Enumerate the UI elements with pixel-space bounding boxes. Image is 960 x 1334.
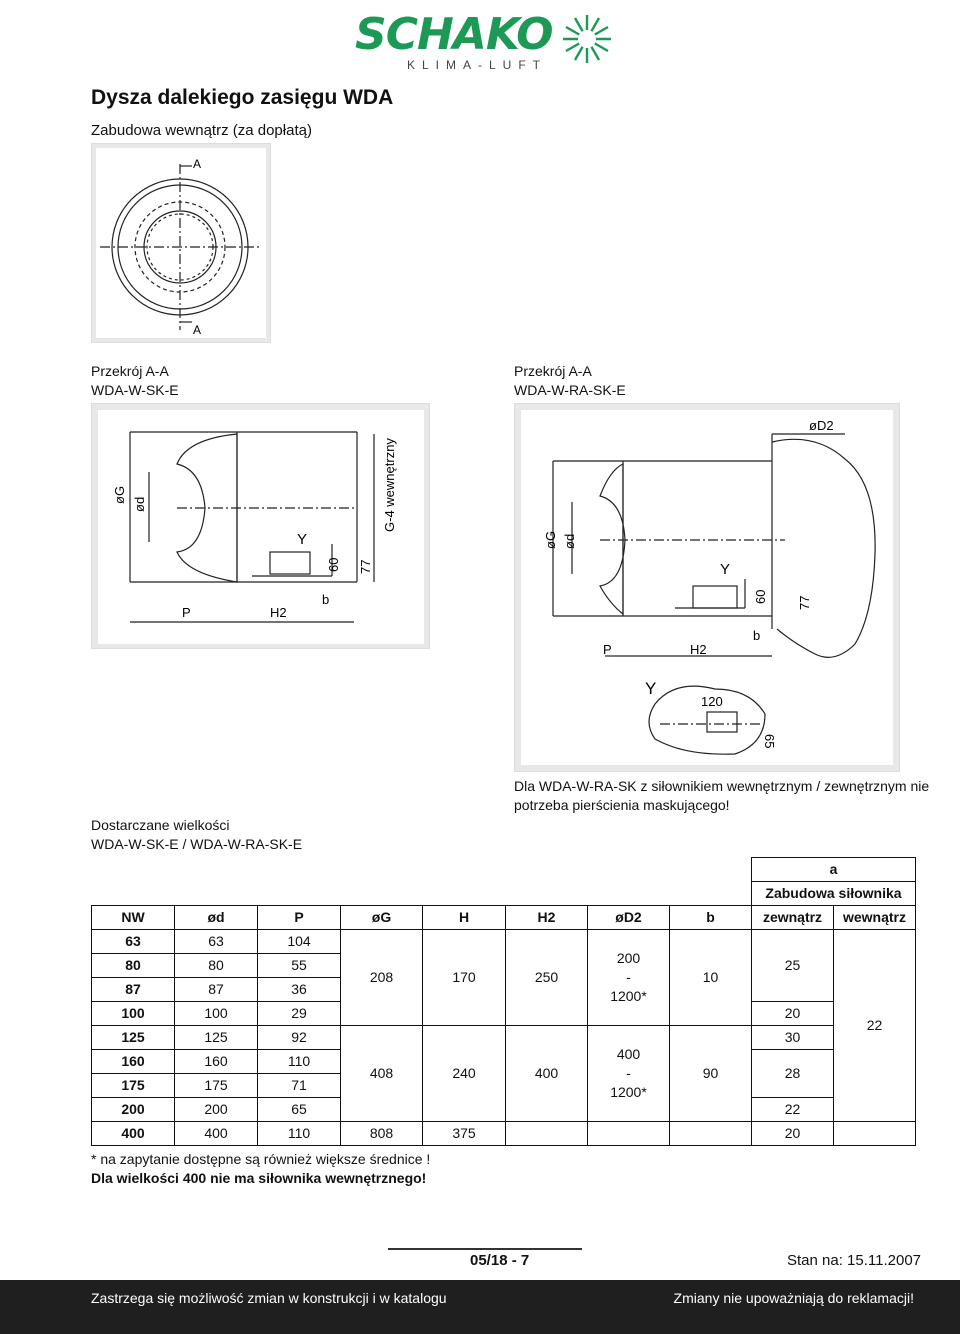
left-dim-d: ød	[132, 496, 147, 512]
cell-d: 80	[175, 954, 258, 978]
cell-d2-min: 200	[616, 950, 641, 966]
cell-g: 808	[341, 1122, 423, 1146]
cell-external: 20	[752, 1002, 834, 1026]
cell-nw: 200	[92, 1098, 175, 1122]
footer-right-text: Zmiany nie upoważniają do reklamacji!	[673, 1290, 914, 1306]
cell-d: 87	[175, 978, 258, 1002]
left-dim-G4: G-4 wewnętrzny	[382, 438, 397, 532]
detail-dim-65: 65	[762, 734, 777, 749]
cell-nw: 400	[92, 1122, 175, 1146]
col-header-d2: øD2	[588, 906, 670, 930]
cell-p: 71	[258, 1074, 341, 1098]
cell-g: 408	[341, 1026, 423, 1122]
cell-b	[670, 1122, 752, 1146]
cell-h: 170	[423, 930, 506, 1026]
footer-left-text: Zastrzega się możliwość zmian w konstrukcji i w katalogu	[91, 1290, 447, 1306]
cell-d: 100	[175, 1002, 258, 1026]
cell-d: 175	[175, 1074, 258, 1098]
cell-internal: 22	[834, 930, 916, 1122]
left-dim-Y: Y	[297, 531, 308, 548]
cell-d2	[588, 930, 670, 1026]
left-dim-77: 77	[358, 559, 373, 574]
cell-d2	[588, 1122, 670, 1146]
front-view-drawing	[91, 143, 271, 343]
cell-nw: 87	[92, 978, 175, 1002]
left-dim-60: 60	[326, 557, 341, 572]
cell-d: 160	[175, 1050, 258, 1074]
right-dim-77: 77	[797, 595, 812, 610]
cell-d2-min: 400	[616, 1046, 641, 1062]
cell-nw: 160	[92, 1050, 175, 1074]
section-marker-bottom: A	[193, 323, 202, 337]
cell-nw: 125	[92, 1026, 175, 1050]
cell-external: 22	[752, 1098, 834, 1122]
supplied-sizes-heading: Dostarczane wielkości	[91, 817, 230, 833]
right-dim-Y: Y	[720, 561, 731, 578]
right-dim-d: ød	[562, 533, 577, 549]
left-dim-H2: H2	[270, 605, 287, 620]
cell-d2-dash: -	[626, 969, 631, 985]
table-header-actuator: Zabudowa siłownika	[752, 882, 916, 906]
cell-d2-dash: -	[626, 1065, 631, 1081]
supplied-sizes-models: WDA-W-SK-E / WDA-W-RA-SK-E	[91, 836, 303, 852]
footer-bar	[0, 1280, 960, 1334]
logo-tagline: KLIMA-LUFT	[407, 58, 548, 72]
left-section-drawing	[91, 403, 430, 649]
page-title: Dysza dalekiego zasięgu WDA	[91, 86, 394, 109]
cell-d2-max: 1200*	[610, 988, 647, 1004]
right-dim-60: 60	[753, 589, 768, 604]
cell-d: 63	[175, 930, 258, 954]
cell-p: 92	[258, 1026, 341, 1050]
actuator-note-line2: potrzeba pierścienia maskującego!	[514, 797, 730, 813]
col-header-b: b	[670, 906, 752, 930]
page-number: 05/18 - 7	[470, 1252, 530, 1269]
col-header-nw: NW	[92, 906, 175, 930]
cell-nw: 63	[92, 930, 175, 954]
section-marker-top: A	[193, 157, 202, 171]
left-dim-G: øG	[112, 485, 127, 504]
cell-p: 104	[258, 930, 341, 954]
cell-d: 125	[175, 1026, 258, 1050]
cell-nw: 175	[92, 1074, 175, 1098]
cell-p: 29	[258, 1002, 341, 1026]
cell-h2: 400	[506, 1026, 588, 1122]
col-header-internal: wewnątrz	[834, 906, 916, 930]
table-header-row	[92, 906, 916, 930]
actuator-note-line1: Dla WDA-W-RA-SK z siłownikiem wewnętrznym / zewnętrznym nie	[514, 778, 930, 794]
cell-p: 110	[258, 1122, 341, 1146]
table-row	[92, 1026, 916, 1050]
schako-logo	[355, 9, 615, 72]
cell-p: 36	[258, 978, 341, 1002]
cell-p: 65	[258, 1098, 341, 1122]
footnote-diameters: * na zapytanie dostępne są również większe średnice !	[91, 1151, 431, 1167]
col-header-h: H	[423, 906, 506, 930]
footnote-size-400: Dla wielkości 400 nie ma siłownika wewnętrznego!	[91, 1170, 427, 1186]
cell-h2: 250	[506, 930, 588, 1026]
left-dim-P: P	[182, 605, 191, 620]
right-dim-G: øG	[543, 530, 558, 549]
col-header-g: øG	[341, 906, 423, 930]
cell-external: 25	[752, 930, 834, 1002]
cell-external: 30	[752, 1026, 834, 1050]
cell-h2	[506, 1122, 588, 1146]
cell-b: 10	[670, 930, 752, 1026]
col-header-p: P	[258, 906, 341, 930]
col-header-d: ød	[175, 906, 258, 930]
cell-d: 400	[175, 1122, 258, 1146]
detail-Y-label: Y	[645, 679, 657, 698]
cell-b: 90	[670, 1026, 752, 1122]
table-row	[92, 930, 916, 954]
right-section-drawing	[514, 403, 900, 772]
cell-internal	[834, 1122, 916, 1146]
cell-d2	[588, 1026, 670, 1122]
cell-d2-max: 1200*	[610, 1084, 647, 1100]
left-dim-b: b	[322, 592, 330, 607]
left-section-model: WDA-W-SK-E	[91, 382, 179, 398]
cell-p: 55	[258, 954, 341, 978]
cell-nw: 100	[92, 1002, 175, 1026]
cell-p: 110	[258, 1050, 341, 1074]
page-number-rule	[388, 1248, 582, 1250]
logo-sun-icon	[562, 14, 612, 64]
table-row	[92, 1122, 916, 1146]
col-header-external: zewnątrz	[752, 906, 834, 930]
table-header-a: a	[752, 858, 916, 882]
cell-h: 375	[423, 1122, 506, 1146]
cell-h: 240	[423, 1026, 506, 1122]
page-subtitle: Zabudowa wewnątrz (za dopłatą)	[91, 122, 312, 139]
logo-wordmark: SCHAKO	[355, 9, 553, 60]
col-header-h2: H2	[506, 906, 588, 930]
right-dim-P: P	[603, 642, 612, 657]
cell-external: 28	[752, 1050, 834, 1098]
cell-external: 20	[752, 1122, 834, 1146]
right-section-caption: Przekrój A-A	[514, 363, 592, 379]
detail-dim-120: 120	[701, 694, 723, 709]
right-dim-b: b	[753, 628, 761, 643]
right-section-model: WDA-W-RA-SK-E	[514, 382, 626, 398]
cell-d: 200	[175, 1098, 258, 1122]
cell-nw: 80	[92, 954, 175, 978]
dimensions-table	[91, 857, 916, 1146]
left-section-caption: Przekrój A-A	[91, 363, 169, 379]
cell-g: 208	[341, 930, 423, 1026]
revision-date: Stan na: 15.11.2007	[787, 1252, 922, 1269]
right-dim-H2: H2	[690, 642, 707, 657]
right-dim-D2: øD2	[809, 418, 834, 433]
